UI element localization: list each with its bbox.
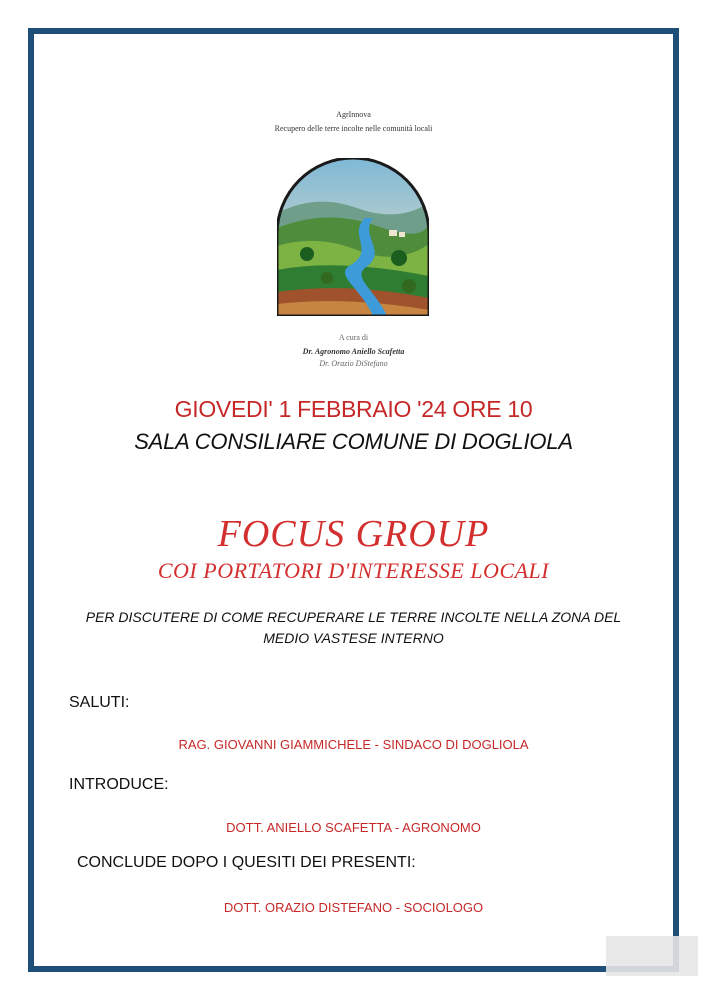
saluti-speaker: RAG. GIOVANNI GIAMMICHELE - SINDACO DI DOGLIOLA xyxy=(178,737,529,752)
focus-group-title: FOCUS GROUP xyxy=(217,513,490,555)
saluti-label: SALUTI: xyxy=(69,694,130,711)
credits-intro: A cura di xyxy=(338,333,369,342)
introduce-label: INTRODUCE: xyxy=(69,776,169,793)
site-watermark-logo xyxy=(606,936,698,976)
credits-author-2: Dr. Orazio DiStefano xyxy=(319,359,388,368)
event-venue: SALA CONSILIARE COMUNE DI DOGLIOLA xyxy=(134,429,573,454)
introduce-speaker: DOTT. ANIELLO SCAFETTA - AGRONOMO xyxy=(226,820,481,835)
event-date: GIOVEDI' 1 FEBBRAIO '24 ORE 10 xyxy=(174,396,533,422)
credits-author-1: Dr. Agronomo Aniello Scafetta xyxy=(302,347,405,356)
conclude-label: CONCLUDE DOPO I QUESITI DEI PRESENTI: xyxy=(77,854,416,871)
description-line-2: MEDIO VASTESE INTERNO xyxy=(263,630,444,646)
focus-group-subtitle: COI PORTATORI D'INTERESSE LOCALI xyxy=(157,558,550,583)
brand-name: AgrInnova xyxy=(336,110,371,119)
description-line-1: PER DISCUTERE DI COME RECUPERARE LE TERRE INCOLTE NELLA ZONA DEL xyxy=(85,609,622,625)
landscape-illustration xyxy=(277,158,429,316)
conclude-speaker: DOTT. ORAZIO DISTEFANO - SOCIOLOGO xyxy=(223,900,484,915)
brand-tagline: Recupero delle terre incolte nelle comunità locali xyxy=(274,124,433,133)
